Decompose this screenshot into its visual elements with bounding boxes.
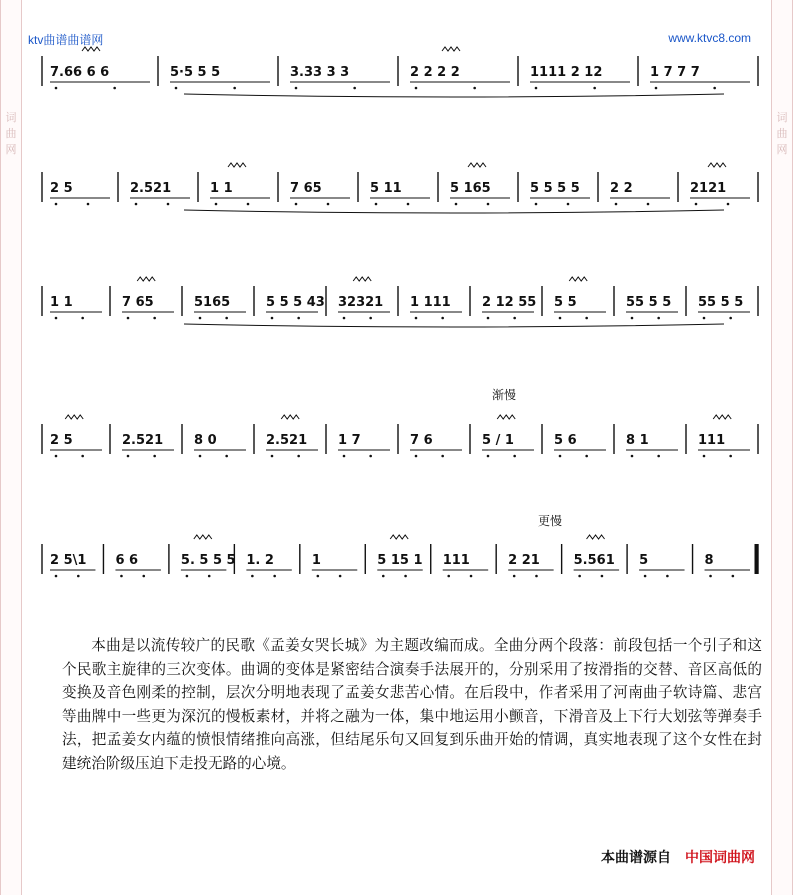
side-watermark-char: 曲	[5, 127, 17, 140]
octave-dot	[353, 87, 356, 90]
octave-dot	[271, 317, 274, 320]
source-label: 本曲谱源自	[601, 850, 671, 866]
score-row	[40, 158, 760, 218]
measure	[650, 56, 758, 89]
octave-dot	[559, 455, 562, 458]
octave-dot	[727, 203, 730, 206]
octave-dot	[186, 575, 189, 578]
octave-dot	[113, 87, 116, 90]
octave-dot	[578, 575, 581, 578]
octave-dot	[585, 317, 588, 320]
measure	[482, 415, 542, 457]
octave-dot	[55, 575, 58, 578]
source-footer	[601, 847, 755, 867]
trill-ornament	[708, 163, 726, 167]
trill-ornament	[442, 47, 460, 51]
octave-dot	[153, 317, 156, 320]
octave-dot	[441, 455, 444, 458]
octave-dot	[225, 455, 228, 458]
octave-dot	[225, 317, 228, 320]
measure	[574, 535, 627, 577]
measure	[266, 415, 326, 457]
octave-dot	[559, 317, 562, 320]
octave-dot	[695, 203, 698, 206]
octave-dot	[87, 203, 90, 206]
note-group: 5 11	[370, 181, 402, 196]
note-group: 1. 2	[246, 553, 274, 568]
measure	[377, 535, 430, 577]
note-group: 2.521	[266, 433, 308, 448]
octave-dot	[295, 203, 298, 206]
measure	[530, 172, 598, 205]
measure	[50, 172, 118, 205]
tempo-mark-more-slow: 更慢	[538, 514, 563, 528]
octave-dot	[415, 87, 418, 90]
measure	[410, 286, 470, 319]
octave-dot	[55, 87, 58, 90]
note-group: 5. 5 5 5	[180, 553, 236, 568]
note-group: 7 65	[290, 181, 322, 196]
octave-dot	[407, 203, 410, 206]
octave-dot	[271, 455, 274, 458]
measure	[210, 163, 278, 205]
trill-ornament	[137, 277, 155, 281]
note-group: 2.521	[130, 181, 172, 196]
measure	[246, 544, 299, 577]
score-staff	[40, 272, 760, 332]
measure	[554, 424, 614, 457]
octave-dot	[601, 575, 604, 578]
measure	[370, 172, 438, 205]
octave-dot	[470, 575, 473, 578]
measure	[290, 56, 398, 89]
octave-dot	[127, 455, 130, 458]
octave-dot	[247, 203, 250, 206]
octave-dot	[55, 203, 58, 206]
octave-dot	[513, 575, 516, 578]
measure	[705, 544, 758, 577]
octave-dot	[535, 87, 538, 90]
measure	[698, 415, 758, 457]
note-group: 5	[639, 553, 649, 568]
octave-dot	[343, 317, 346, 320]
octave-dot	[369, 317, 372, 320]
trill-ornament	[587, 535, 605, 539]
octave-dot	[415, 317, 418, 320]
octave-dot	[473, 87, 476, 90]
octave-dot	[273, 575, 276, 578]
octave-dot	[703, 455, 706, 458]
glide-line	[184, 94, 724, 97]
note-group: 2 21	[508, 553, 540, 568]
measure	[122, 277, 182, 319]
glide-line	[184, 324, 724, 327]
octave-dot	[251, 575, 254, 578]
note-group: 2 2	[610, 181, 633, 196]
source-site-link[interactable]: 中国词曲网	[685, 850, 755, 866]
octave-dot	[615, 203, 618, 206]
octave-dot	[729, 455, 732, 458]
octave-dot	[535, 203, 538, 206]
measure	[610, 172, 678, 205]
octave-dot	[631, 455, 634, 458]
note-group: 1 1	[210, 181, 233, 196]
trill-ornament	[713, 415, 731, 419]
score-staff	[40, 410, 760, 470]
note-group: 1 111	[410, 295, 451, 310]
measure	[626, 424, 686, 457]
octave-dot	[703, 317, 706, 320]
note-group: 7 6	[410, 433, 433, 448]
octave-dot	[447, 575, 450, 578]
octave-dot	[657, 317, 660, 320]
note-group: 32321	[338, 295, 384, 310]
measure	[50, 286, 110, 319]
octave-dot	[317, 575, 320, 578]
note-group: 111	[698, 433, 726, 448]
measure	[122, 424, 182, 457]
octave-dot	[513, 317, 516, 320]
octave-dot	[55, 455, 58, 458]
score-row	[40, 272, 760, 332]
octave-dot	[343, 455, 346, 458]
trill-ornament	[228, 163, 246, 167]
side-watermark-char: 曲	[776, 127, 788, 140]
note-group: 5 165	[450, 181, 491, 196]
octave-dot	[441, 317, 444, 320]
measure	[450, 163, 518, 205]
octave-dot	[142, 575, 145, 578]
octave-dot	[644, 575, 647, 578]
octave-dot	[732, 575, 735, 578]
measure	[266, 286, 326, 319]
octave-dot	[647, 203, 650, 206]
note-group: 3.33 3 3	[290, 65, 350, 80]
octave-dot	[127, 317, 130, 320]
brand-watermark-right: www.ktvc8.com	[668, 31, 751, 45]
octave-dot	[415, 455, 418, 458]
octave-dot	[487, 317, 490, 320]
trill-ornament	[281, 415, 299, 419]
octave-dot	[404, 575, 407, 578]
trill-ornament	[390, 535, 408, 539]
note-group: 8	[704, 553, 714, 568]
score-staff	[40, 158, 760, 218]
measure	[194, 286, 254, 319]
measure	[482, 286, 542, 319]
measure	[443, 544, 496, 577]
trill-ornament	[65, 415, 83, 419]
octave-dot	[593, 87, 596, 90]
octave-dot	[297, 455, 300, 458]
measure	[50, 47, 158, 89]
note-group: 2.521	[122, 433, 164, 448]
note-group: 2 2 2 2	[410, 65, 460, 80]
measure	[508, 544, 561, 577]
trill-ornament	[497, 415, 515, 419]
octave-dot	[175, 87, 178, 90]
measure	[312, 544, 365, 577]
note-group: 5 6	[554, 433, 577, 448]
octave-dot	[215, 203, 218, 206]
left-watermark-strip	[0, 0, 22, 895]
measure	[50, 415, 110, 457]
octave-dot	[81, 317, 84, 320]
octave-dot	[81, 455, 84, 458]
measure	[698, 286, 758, 319]
measure	[130, 172, 198, 205]
octave-dot	[487, 455, 490, 458]
note-group: 1	[311, 553, 321, 568]
octave-dot	[327, 203, 330, 206]
octave-dot	[375, 203, 378, 206]
side-watermark-char: 词	[5, 111, 17, 124]
side-watermark-char: 网	[5, 143, 17, 156]
measure	[338, 277, 398, 319]
measure	[690, 163, 758, 205]
note-group: 2 12 55	[482, 295, 537, 310]
note-group: 1 7 7 7	[650, 65, 700, 80]
score-row	[40, 410, 760, 470]
glide-line	[184, 210, 724, 213]
trill-ornament	[194, 535, 212, 539]
octave-dot	[153, 455, 156, 458]
octave-dot	[729, 317, 732, 320]
octave-dot	[709, 575, 712, 578]
measure	[410, 47, 518, 89]
measure	[170, 56, 278, 89]
note-group: 1111 2 12	[530, 65, 603, 80]
octave-dot	[297, 317, 300, 320]
note-group: 2 5\1	[50, 553, 87, 568]
octave-dot	[369, 455, 372, 458]
octave-dot	[585, 455, 588, 458]
trill-ornament	[353, 277, 371, 281]
note-group: 55 5 5	[626, 295, 672, 310]
octave-dot	[382, 575, 385, 578]
score-row	[40, 42, 760, 102]
octave-dot	[208, 575, 211, 578]
octave-dot	[655, 87, 658, 90]
octave-dot	[120, 575, 123, 578]
note-group: 1 1	[50, 295, 73, 310]
octave-dot	[567, 203, 570, 206]
measure	[290, 172, 358, 205]
octave-dot	[339, 575, 342, 578]
note-group: 5 15 1	[377, 553, 423, 568]
octave-dot	[167, 203, 170, 206]
octave-dot	[233, 87, 236, 90]
piece-description: 本曲是以流传较广的民歌《孟姜女哭长城》为主题改编而成。全曲分两个段落：前段包括一个引子和这个民歌主旋律的三次变体。曲调的变体是紧密结合演奏手法展开的，分别采用了按滑指的交替、音区高低的变换及音色刚柔的控制，层次分明地表现了孟姜女悲苦心情。在后段中，作者采用了河南曲子软诗篇、悲宫等曲牌中一些更为深沉的慢板素材，并将之融为一体，集中地运用小颤音，下滑音及上下行大划弦等弹奏手法，把孟姜女内蕴的愤恨情绪推向高涨，但结尾乐句又回复到乐曲开始的情调，真实地表现了这个女性在封建统治阶级压迫下走投无路的心境。	[62, 637, 762, 772]
octave-dot	[631, 317, 634, 320]
note-group: 5·5 5 5	[170, 65, 221, 80]
octave-dot	[535, 575, 538, 578]
octave-dot	[487, 203, 490, 206]
score-staff	[40, 530, 760, 590]
score-staff	[40, 42, 760, 102]
octave-dot	[455, 203, 458, 206]
trill-ornament	[569, 277, 587, 281]
octave-dot	[713, 87, 716, 90]
note-group: 5165	[194, 295, 231, 310]
note-group: 2 5	[50, 181, 73, 196]
measure	[639, 544, 692, 577]
brand-watermark-left: ktv曲谱曲谱网	[28, 33, 104, 47]
note-group: 8 1	[626, 433, 649, 448]
note-group: 111	[442, 553, 470, 568]
note-group: 2121	[690, 181, 727, 196]
measure	[410, 424, 470, 457]
measure	[626, 286, 686, 319]
octave-dot	[666, 575, 669, 578]
octave-dot	[135, 203, 138, 206]
note-group: 1 7	[338, 433, 361, 448]
score-row	[40, 530, 760, 590]
right-watermark-strip	[771, 0, 793, 895]
octave-dot	[77, 575, 80, 578]
note-group: 7.66 6 6	[50, 65, 110, 80]
measure	[338, 424, 398, 457]
measure	[115, 544, 168, 577]
octave-dot	[199, 317, 202, 320]
note-group: 5 5 5 43	[266, 295, 325, 310]
octave-dot	[657, 455, 660, 458]
note-group: 5 5 5 5	[530, 181, 580, 196]
measure	[554, 277, 614, 319]
trill-ornament	[468, 163, 486, 167]
note-group: 8 0	[194, 433, 217, 448]
octave-dot	[513, 455, 516, 458]
note-group: 6 6	[115, 553, 139, 568]
note-group: 2 5	[50, 433, 73, 448]
trill-ornament	[82, 47, 100, 51]
octave-dot	[199, 455, 202, 458]
measure	[194, 424, 254, 457]
octave-dot	[55, 317, 58, 320]
note-group: 5 / 1	[482, 433, 514, 448]
side-watermark-char: 网	[776, 143, 788, 156]
measure	[50, 544, 103, 577]
measure	[530, 56, 638, 89]
tempo-mark-ritardando: 渐慢	[492, 388, 517, 402]
note-group: 5.561	[573, 553, 615, 568]
note-group: 7 65	[122, 295, 154, 310]
measure	[181, 535, 236, 577]
note-group: 55 5 5	[698, 295, 744, 310]
note-group: 5 5	[554, 295, 577, 310]
octave-dot	[295, 87, 298, 90]
side-watermark-char: 词	[776, 111, 788, 124]
